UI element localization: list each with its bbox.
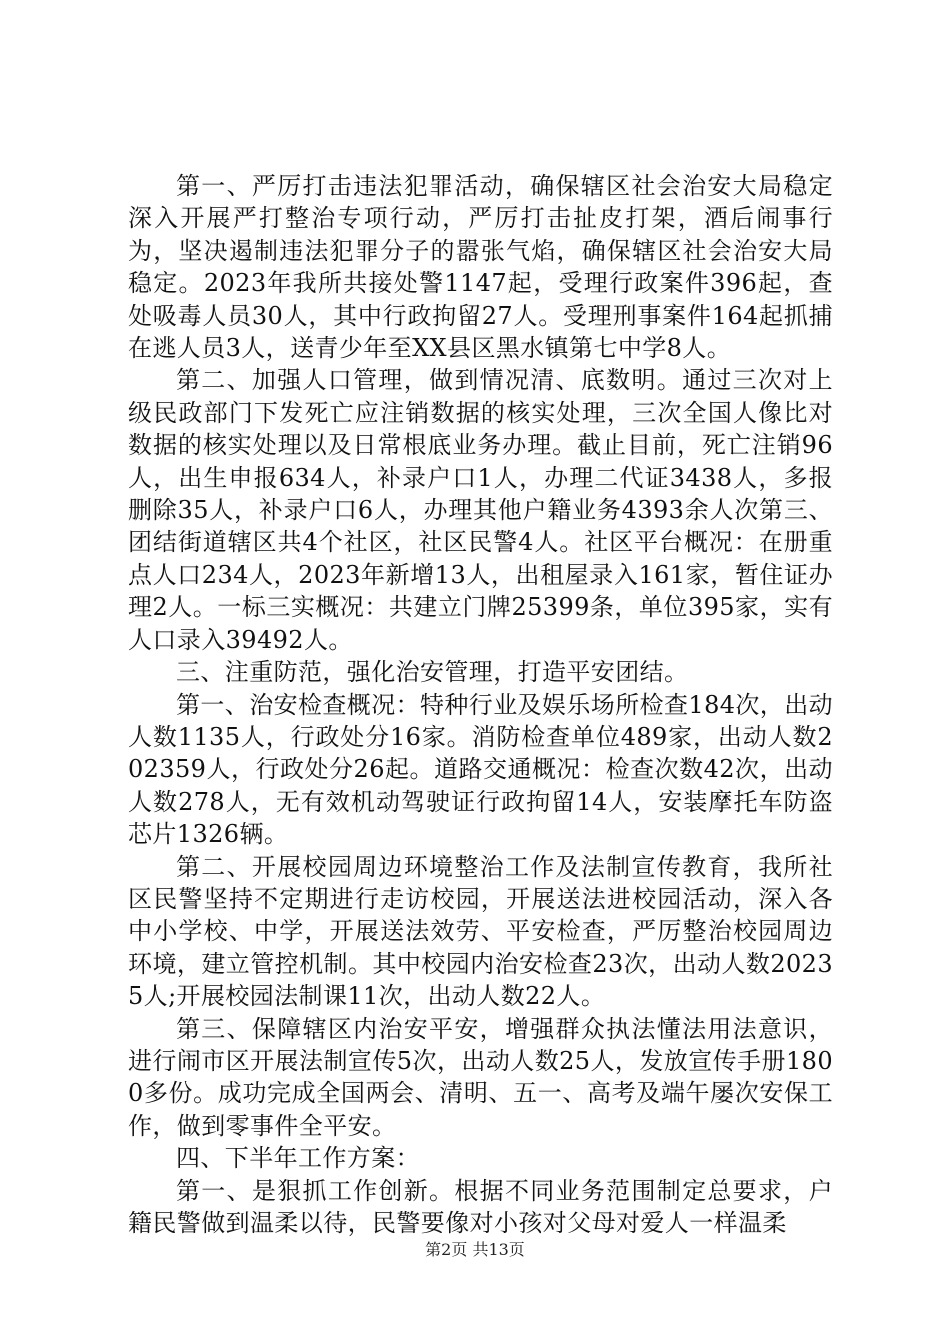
paragraph-campus-environment: 第二、开展校园周边环境整治工作及法制宣传教育，我所社区民警坚持不定期进行走访校园，开展送法进校园活动，深入各中小学校、中学，开展送法效劳、平安检查，严厉整治校园周边环境，建立管控机制。其中校园内治安检查23次，出动人数20235人;开展校园法制课11次，出动人数22人。 <box>128 852 833 1011</box>
paragraph-public-legal-awareness: 第三、保障辖区内治安平安，增强群众执法懂法用法意识，进行闹市区开展法制宣传5次，出动人数25人，发放宣传手册1800多份。成功完成全国两会、清明、五一、高考及端午屡次安保工作，做到零事件全平安。 <box>128 1014 833 1140</box>
paragraph-work-innovation: 第一、是狠抓工作创新。根据不同业务范围制定总要求，户籍民警做到温柔以待，民警要像对小孩对父母对爱人一样温柔 <box>128 1176 833 1237</box>
section-heading-work-plan: 四、下半年工作方案： <box>176 1144 420 1173</box>
section-heading-prevention: 三、注重防范，强化治安管理，打造平安团结。 <box>176 658 689 687</box>
paragraph-population-management: 第二、加强人口管理，做到情况清、底数明。通过三次对上级民政部门下发死亡应注销数据的核实处理，三次全国人像比对数据的核实处理以及日常根底业务办理。截止目前，死亡注销96人，出生申报634人，补录户口1人，办理二代证3438人，多报删除35人，补录户口6人，办理其他户籍业务4393余人次第三、团结街道辖区共4个社区，社区民警4人。社区平台概况：在册重点人口234人，2023年新增13人，出租屋录入161家，暂住证办理2人。一标三实概况：共建立门牌25399条，单位395家，实有人口录入39492人。 <box>128 366 833 654</box>
document-body <box>128 170 833 1239</box>
paragraph-security-inspection: 第一、治安检查概况：特种行业及娱乐场所检查184次，出动人数1135人，行政处分16家。消防检查单位489家，出动人数202359人，行政处分26起。道路交通概况：检查次数42次，出动人数278人，无有效机动驾驶证行政拘留14人，安装摩托车防盗芯片1326辆。 <box>128 690 834 849</box>
paragraph-strike-crime: 第一、严厉打击违法犯罪活动，确保辖区社会治安大局稳定深入开展严打整治专项行动，严厉打击扯皮打架，酒后闹事行为，坚决遏制违法犯罪分子的嚣张气焰，确保辖区社会治安大局稳定。2023年我所共接处警1147起，受理行政案件396起，查处吸毒人员30人，其中行政拘留27人。受理刑事案件164起抓捕在逃人员3人，送青少年至XX县区黑水镇第七中学8人。 <box>128 172 833 363</box>
page-number-footer: 第2页 共13页 <box>425 1240 525 1259</box>
